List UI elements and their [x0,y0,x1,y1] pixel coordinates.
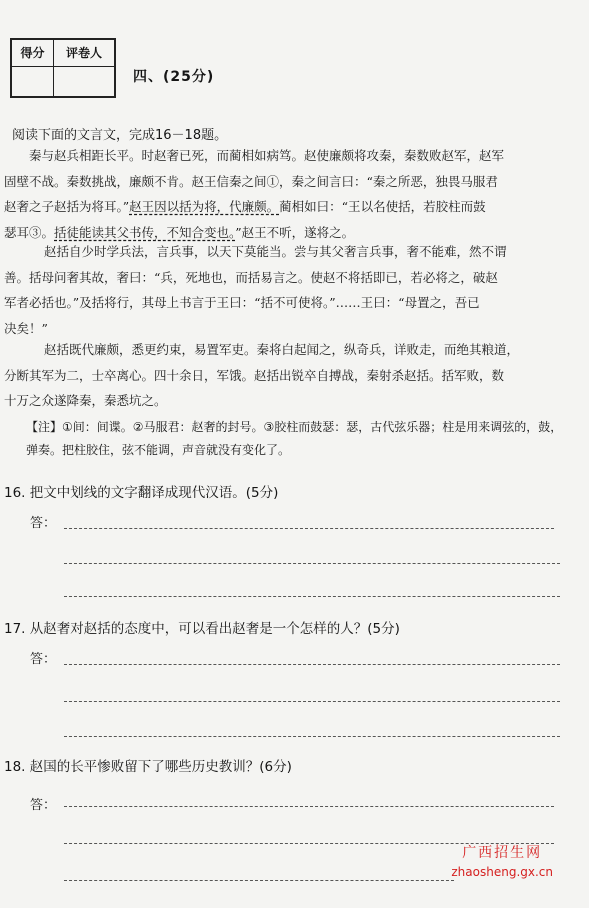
question-18: 18. 赵国的长平惨败留下了哪些历史教训？(6分) [4,759,292,775]
underlined-sentence: 括徒能读其父书传，不知合变也。 [54,224,236,240]
question-17: 17. 从赵奢对赵括的态度中，可以看出赵奢是一个怎样的人？(5分) [4,621,400,637]
passage-line: 固壁不战。秦数挑战，廉颇不肯。赵王信秦之间①，秦之间言曰：“秦之所恶，独畏马服君 [4,173,498,189]
answer-line-16a[interactable] [64,528,554,529]
answer-line-17b[interactable] [64,701,560,702]
passage-paragraph-1 [4,143,584,245]
passage-line: 善。括母问奢其故，奢曰：“兵，死地也，而括易言之。使赵不将括即已，若必将之，破赵 [4,269,498,285]
passage-line: 决矣！” [4,320,48,336]
grader-header: 评卷人 [65,46,102,60]
score-table [10,38,116,98]
passage-line: 分断其军为二，士卒离心。四十余日，军饿。赵括出锐卒自搏战，秦射杀赵括。括军败，数 [4,367,505,383]
watermark-domain: zhaosheng.gx.cn [451,865,553,879]
answer-line-18a[interactable] [64,806,554,807]
passage-line: 瑟耳③。括徒能读其父书传，不知合变也。”赵王不听，遂将之。 [4,224,355,240]
grader-cell[interactable] [54,67,114,97]
answer-label-17: 答： [30,652,57,667]
question-16: 16. 把文中划线的文字翻译成现代汉语。(5分) [4,485,279,501]
score-header: 得分 [12,40,54,66]
answer-line-16c[interactable] [64,596,560,597]
watermark-site-name: 广西招生网 [462,845,543,861]
passage-line: 赵奢之子赵括为将耳。”赵王因以括为将，代廉颇。蔺相如曰：“王以名使括，若胶柱而鼓 [4,199,486,214]
answer-line-16b[interactable] [64,563,560,564]
passage-paragraph-3 [4,337,584,414]
passage-line: 秦与赵兵相距长平。时赵奢已死，而蔺相如病笃。赵使廉颇将攻秦，秦数败赵军，赵军 [29,148,505,163]
answer-line-18c[interactable] [64,880,454,881]
section-heading: 四、(25分) [133,69,215,85]
passage-paragraph-2 [4,239,584,341]
note-line: 【注】①间：间谍。②马服君：赵奢的封号。③胶柱而鼓瑟：瑟，古代弦乐器；柱是用来调弦的，鼓， [26,420,563,434]
site-watermark [451,844,553,882]
passage-line: 赵括自少时学兵法，言兵事，以天下莫能当。尝与其父奢言兵事，奢不能难，然不谓 [44,244,507,259]
note-line: 弹奏。把柱胶住，弦不能调，声音就没有变化了。 [26,443,291,457]
score-cell[interactable] [12,67,54,97]
passage-line: 赵括既代廉颇，悉更约束，易置军吏。秦将白起闻之，纵奇兵，详败走，而绝其粮道， [44,342,520,357]
answer-line-17c[interactable] [64,736,560,737]
passage-line: 军者必括也。”及括将行，其母上书言于王曰：“括不可使将。”……王曰：“母置之，吾已 [4,295,480,310]
passage-line: 十万之众遂降秦，秦悉坑之。 [4,393,167,408]
underlined-sentence: 赵王因以括为将，代廉颇。 [129,199,280,214]
annotation-note [26,416,571,462]
answer-line-17a[interactable] [64,664,560,665]
reading-instruction: 阅读下面的文言文，完成16－18题。 [12,128,228,143]
answer-label-18: 答： [30,798,57,813]
answer-label-16: 答： [30,516,57,531]
